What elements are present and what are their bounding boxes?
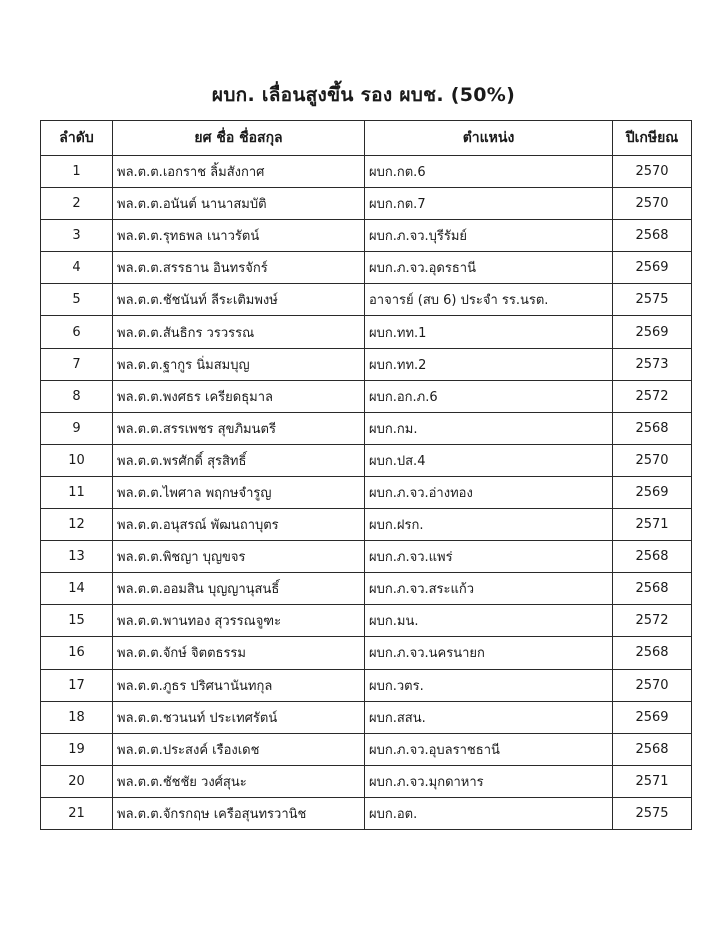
cell-name: พล.ต.ต.อนันต์ นานาสมบัติ — [113, 188, 365, 220]
cell-position: ผบก.ภ.จว.อ่างทอง — [365, 476, 613, 508]
cell-name: พล.ต.ต.อนุสรณ์ พัฒนถาบุตร — [113, 509, 365, 541]
cell-name: พล.ต.ต.ไพศาล พฤกษจำรูญ — [113, 476, 365, 508]
cell-no: 10 — [41, 444, 113, 476]
cell-name: พล.ต.ต.ออมสิน บุญญานุสนธิ์ — [113, 573, 365, 605]
cell-no: 14 — [41, 573, 113, 605]
table-row — [41, 220, 692, 252]
cell-no: 20 — [41, 765, 113, 797]
cell-retire-year: 2569 — [613, 476, 692, 508]
table-row — [41, 733, 692, 765]
cell-no: 19 — [41, 733, 113, 765]
table-row — [41, 412, 692, 444]
cell-no: 7 — [41, 348, 113, 380]
cell-position: ผบก.ภ.จว.บุรีรัมย์ — [365, 220, 613, 252]
table-row — [41, 316, 692, 348]
cell-retire-year: 2570 — [613, 444, 692, 476]
cell-no: 2 — [41, 188, 113, 220]
cell-no: 16 — [41, 637, 113, 669]
cell-no: 6 — [41, 316, 113, 348]
cell-retire-year: 2571 — [613, 509, 692, 541]
cell-name: พล.ต.ต.ประสงค์ เรืองเดช — [113, 733, 365, 765]
table-row — [41, 509, 692, 541]
cell-position: ผบก.ภ.จว.มุกดาหาร — [365, 765, 613, 797]
cell-retire-year: 2568 — [613, 541, 692, 573]
document-title: ผบก. เลื่อนสูงขึ้น รอง ผบช. (50%) — [211, 84, 516, 106]
cell-retire-year: 2569 — [613, 701, 692, 733]
cell-name: พล.ต.ต.สรรธาน อินทรจักร์ — [113, 252, 365, 284]
cell-position: ผบก.กต.6 — [365, 156, 613, 188]
table-row — [41, 605, 692, 637]
cell-retire-year: 2568 — [613, 412, 692, 444]
cell-no: 13 — [41, 541, 113, 573]
cell-position: ผบก.ทท.2 — [365, 348, 613, 380]
table-row — [41, 156, 692, 188]
table-row — [41, 476, 692, 508]
table-row — [41, 188, 692, 220]
table-row — [41, 348, 692, 380]
cell-retire-year: 2575 — [613, 284, 692, 316]
cell-position: ผบก.ภ.จว.อุดรธานี — [365, 252, 613, 284]
cell-retire-year: 2572 — [613, 380, 692, 412]
cell-retire-year: 2568 — [613, 637, 692, 669]
cell-name: พล.ต.ต.ภูธร ปริศนานันทกุล — [113, 669, 365, 701]
cell-position: ผบก.ภ.จว.แพร่ — [365, 541, 613, 573]
cell-name: พล.ต.ต.ฐากูร นิ่มสมบุญ — [113, 348, 365, 380]
table-row — [41, 252, 692, 284]
header-no: ลำดับ — [41, 121, 113, 156]
cell-retire-year: 2568 — [613, 573, 692, 605]
cell-retire-year: 2570 — [613, 669, 692, 701]
cell-retire-year: 2570 — [613, 188, 692, 220]
cell-no: 1 — [41, 156, 113, 188]
cell-retire-year: 2568 — [613, 220, 692, 252]
cell-no: 5 — [41, 284, 113, 316]
cell-no: 9 — [41, 412, 113, 444]
header-retire-year: ปีเกษียณ — [613, 121, 692, 156]
cell-name: พล.ต.ต.ชัชชัย วงศ์สุนะ — [113, 765, 365, 797]
table-row — [41, 797, 692, 829]
cell-retire-year: 2568 — [613, 733, 692, 765]
table-body — [41, 156, 692, 830]
cell-name: พล.ต.ต.จักษ์ จิตตธรรม — [113, 637, 365, 669]
cell-position: ผบก.ภ.จว.นครนายก — [365, 637, 613, 669]
cell-retire-year: 2569 — [613, 316, 692, 348]
cell-name: พล.ต.ต.สันธิกร วรวรรณ — [113, 316, 365, 348]
table-row — [41, 669, 692, 701]
table-row — [41, 284, 692, 316]
cell-name: พล.ต.ต.ชวนนท์ ประเทศรัตน์ — [113, 701, 365, 733]
header-name: ยศ ชื่อ ชื่อสกุล — [113, 121, 365, 156]
cell-position: ผบก.ฝรก. — [365, 509, 613, 541]
cell-position: ผบก.ภ.จว.อุบลราชธานี — [365, 733, 613, 765]
cell-name: พล.ต.ต.สรรเพชร สุขภิมนตรี — [113, 412, 365, 444]
header-position: ตำแหน่ง — [365, 121, 613, 156]
cell-retire-year: 2573 — [613, 348, 692, 380]
cell-position: อาจารย์ (สบ 6) ประจำ รร.นรต. — [365, 284, 613, 316]
cell-no: 8 — [41, 380, 113, 412]
table-row — [41, 380, 692, 412]
cell-retire-year: 2570 — [613, 156, 692, 188]
cell-name: พล.ต.ต.พงศธร เครียดธุมาล — [113, 380, 365, 412]
cell-position: ผบก.ปส.4 — [365, 444, 613, 476]
cell-retire-year: 2569 — [613, 252, 692, 284]
cell-no: 18 — [41, 701, 113, 733]
cell-name: พล.ต.ต.เอกราช ลิ้มสังกาศ — [113, 156, 365, 188]
cell-name: พล.ต.ต.ชัชนันท์ ลีระเติมพงษ์ — [113, 284, 365, 316]
cell-name: พล.ต.ต.พรศักดิ์ สุรสิทธิ์ — [113, 444, 365, 476]
cell-position: ผบก.สสน. — [365, 701, 613, 733]
cell-name: พล.ต.ต.พานทอง สุวรรณจูฑะ — [113, 605, 365, 637]
table-row — [41, 701, 692, 733]
cell-name: พล.ต.ต.พิชญา บุญขจร — [113, 541, 365, 573]
cell-no: 17 — [41, 669, 113, 701]
cell-position: ผบก.ภ.จว.สระแก้ว — [365, 573, 613, 605]
cell-position: ผบก.มน. — [365, 605, 613, 637]
table-row — [41, 637, 692, 669]
cell-name: พล.ต.ต.รุทธพล เนาวรัตน์ — [113, 220, 365, 252]
officer-roster-table — [40, 120, 692, 830]
cell-name: พล.ต.ต.จักรกฤษ เครือสุนทรวานิช — [113, 797, 365, 829]
cell-position: ผบก.อก.ภ.6 — [365, 380, 613, 412]
cell-position: ผบก.อต. — [365, 797, 613, 829]
cell-no: 12 — [41, 509, 113, 541]
table-row — [41, 541, 692, 573]
cell-retire-year: 2572 — [613, 605, 692, 637]
cell-retire-year: 2575 — [613, 797, 692, 829]
cell-no: 21 — [41, 797, 113, 829]
cell-position: ผบก.กต.7 — [365, 188, 613, 220]
cell-no: 15 — [41, 605, 113, 637]
table-header-row — [41, 121, 692, 156]
cell-position: ผบก.ทท.1 — [365, 316, 613, 348]
cell-no: 3 — [41, 220, 113, 252]
cell-position: ผบก.กม. — [365, 412, 613, 444]
table-row — [41, 765, 692, 797]
table-row — [41, 573, 692, 605]
cell-retire-year: 2571 — [613, 765, 692, 797]
cell-position: ผบก.วตร. — [365, 669, 613, 701]
cell-no: 11 — [41, 476, 113, 508]
table-row — [41, 444, 692, 476]
cell-no: 4 — [41, 252, 113, 284]
